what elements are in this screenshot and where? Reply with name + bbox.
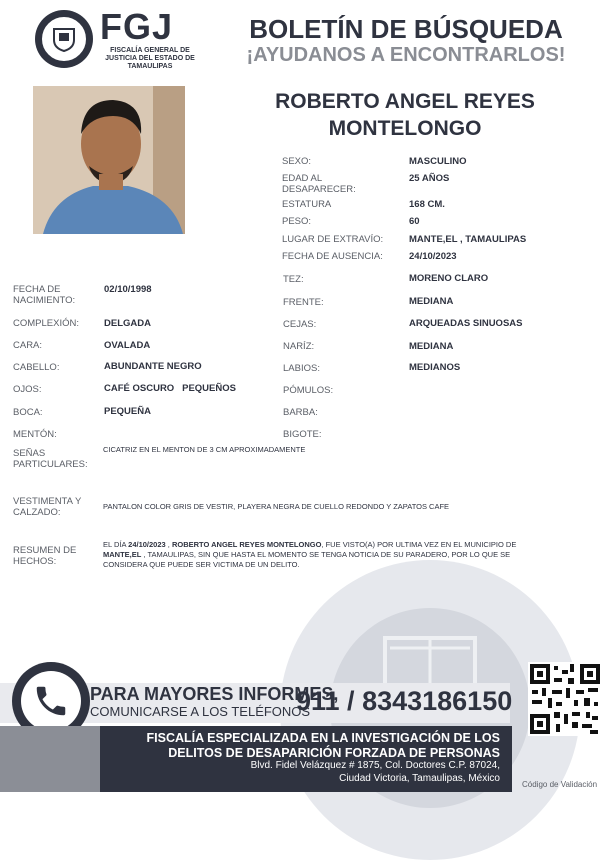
hair-value: ABUNDANTE NEGRO [104, 361, 202, 372]
age-label: EDAD AL DESAPARECER: [282, 173, 356, 195]
beard-label: BARBA: [283, 407, 318, 418]
forehead-value: MEDIANA [409, 296, 454, 307]
place-label: LUGAR DE EXTRAVÍO: [282, 234, 384, 245]
agency-line-2: DELITOS DE DESAPARICIÓN FORZADA DE PERSONAS [168, 746, 500, 760]
birthdate-value: 02/10/1998 [104, 284, 152, 295]
contact-subline: COMUNICARSE A LOS TELÉFONOS [90, 704, 311, 719]
lips-value: MEDIANOS [409, 362, 461, 373]
face-label: CARA: [13, 340, 43, 351]
summary-date: 24/10/2023 [128, 540, 166, 549]
nose-label: NARÍZ: [283, 341, 315, 352]
shield-icon [40, 15, 88, 63]
summary-part: , FUE VISTO(A) POR ULTIMA VEZ EN EL MUNICIPIO DE [321, 540, 517, 549]
contact-headline: PARA MAYORES INFORMES, [90, 684, 339, 704]
eyebrows-value: ARQUEADAS SINUOSAS [409, 318, 523, 329]
age-value: 25 AÑOS [409, 173, 450, 184]
logo-text: FGJ [100, 6, 174, 47]
face-value: OVALADA [104, 340, 151, 351]
marks-value: CICATRIZ EN EL MENTON DE 3 CM APROXIMADAMENTE [103, 445, 306, 454]
summary-part: , [165, 540, 172, 549]
place-value: MANTE,EL , TAMAULIPAS [409, 234, 527, 245]
qr-caption: Código de Validación [522, 780, 598, 789]
sex-value: MASCULINO [409, 156, 467, 167]
summary-part: EL DÍA [103, 540, 129, 549]
marks-label: SEÑAS PARTICULARES: [13, 448, 88, 470]
absence-date-label: FECHA DE AUSENCIA: [282, 251, 383, 262]
bulletin-title: BOLETÍN DE BÚSQUEDA [249, 14, 563, 44]
forehead-label: FRENTE: [283, 297, 324, 308]
eyebrows-label: CEJAS: [283, 319, 317, 330]
summary-text [103, 540, 553, 570]
agency-address [100, 759, 500, 785]
mustache-label: BIGOTE: [283, 429, 322, 440]
chin-label: MENTÓN: [13, 429, 57, 440]
address-line-1: Blvd. Fidel Velázquez # 1875, Col. Doctores C.P. 87024, [250, 760, 500, 771]
mouth-value: PEQUEÑA [104, 406, 151, 417]
build-value: DELGADA [104, 318, 151, 329]
eyes-label: OJOS: [13, 384, 42, 395]
skin-label: TEZ: [283, 274, 304, 285]
weight-value: 60 [409, 216, 420, 227]
agency-name [100, 731, 500, 761]
sex-label: SEXO: [282, 156, 312, 167]
height-label: ESTATURA [282, 199, 332, 210]
height-value: 168 CM. [409, 199, 445, 210]
bulletin-subtitle: ¡AYUDANOS A ENCONTRARLOS! [246, 44, 566, 66]
build-label: COMPLEXIÓN: [13, 318, 79, 329]
person-photo [33, 86, 185, 234]
clothing-value: PANTALON COLOR GRIS DE VESTIR, PLAYERA NEGRA DE CUELLO REDONDO Y ZAPATOS CAFE [103, 502, 450, 511]
phone-numbers[interactable]: 911 / 8343186150 [296, 686, 513, 716]
phone-icon [21, 671, 81, 731]
summary-place: MANTE,EL [103, 550, 142, 559]
mouth-label: BOCA: [13, 407, 43, 418]
hair-label: CABELLO: [13, 362, 60, 373]
fgj-logo [35, 10, 93, 68]
person-name: ROBERTO ANGEL REYES MONTELONGO [275, 90, 535, 140]
eyes-value: CAFÉ OSCURO PEQUEÑOS [104, 383, 236, 394]
agency-line-1: FISCALÍA ESPECIALIZADA EN LA INVESTIGACIÓN DE LOS [146, 731, 500, 745]
clothing-label: VESTIMENTA Y CALZADO: [13, 496, 82, 518]
lips-label: LABIOS: [283, 363, 320, 374]
weight-label: PESO: [282, 216, 312, 227]
absence-date-value: 24/10/2023 [409, 251, 457, 262]
footer-grey-block [0, 726, 100, 792]
skin-value: MORENO CLARO [409, 273, 489, 284]
logo-subtitle: FISCALÍA GENERAL DE JUSTICIA DEL ESTADO DE TAMAULIPAS [105, 47, 195, 70]
summary-label: RESUMEN DE HECHOS: [13, 545, 77, 567]
nose-value: MEDIANA [409, 341, 454, 352]
address-line-2: Ciudad Victoria, Tamaulipas, México [339, 773, 500, 784]
cheekbones-label: PÓMULOS: [283, 385, 334, 396]
summary-part: , TAMAULIPAS, SIN QUE HASTA EL MOMENTO SE TENGA NOTICIA DE SU PARADERO, POR LO QUE SE CONSIDERA QUE PUEDE SER VICTIMA DE UN DELITO. [103, 550, 511, 569]
summary-name: ROBERTO ANGEL REYES MONTELONGO [171, 540, 322, 549]
birthdate-label: FECHA DE NACIMIENTO: [13, 284, 76, 306]
qr-code[interactable] [528, 662, 602, 736]
